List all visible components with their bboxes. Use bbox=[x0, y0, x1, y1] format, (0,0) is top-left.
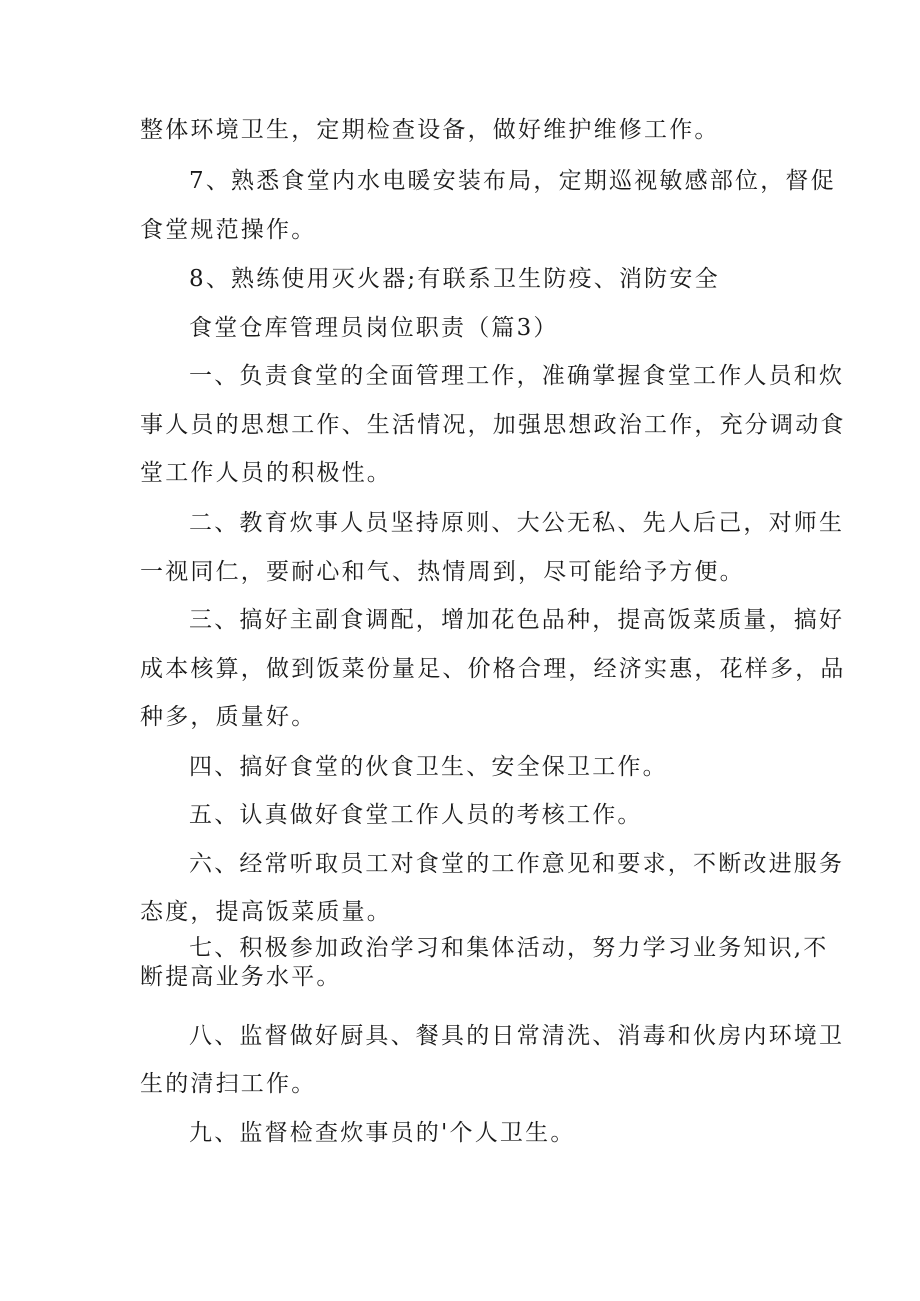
text-line: 六、经常听取员工对食堂的工作意见和要求，不断改进服务 bbox=[189, 851, 845, 877]
text-line: 断提高业务水平。 bbox=[140, 964, 342, 990]
text-line: 成本核算，做到饭菜份量足、价格合理，经济实惠，花样多，品 bbox=[140, 656, 846, 682]
text-line: 种多，质量好。 bbox=[140, 704, 317, 730]
text-line: 七、积极参加政治学习和集体活动，努力学习业务知识,不 bbox=[189, 935, 829, 961]
text-line: 整体环境卫生，定期检查设备，做好维护维修工作。 bbox=[140, 117, 720, 143]
text-line: 食堂规范操作。 bbox=[140, 217, 317, 243]
text-line: 五、认真做好食堂工作人员的考核工作。 bbox=[189, 802, 643, 828]
text-line: 生的清扫工作。 bbox=[140, 1071, 317, 1097]
text-line: 三、搞好主副食调配，增加花色品种，提高饭菜质量，搞好 bbox=[189, 607, 845, 633]
text-line: 一视同仁，要耐心和气、热情周到，尽可能给予方便。 bbox=[140, 559, 745, 585]
text-line: 态度，提高饭菜质量。 bbox=[140, 899, 392, 925]
text-line: 7、熟悉食堂内水电暖安装布局，定期巡视敏感部位，督促 bbox=[189, 168, 836, 194]
text-line: 二、教育炊事人员坚持原则、大公无私、先人后己，对师生 bbox=[189, 510, 845, 536]
text-line: 九、监督检查炊事员的'个人卫生。 bbox=[189, 1120, 576, 1146]
text-line: 堂工作人员的积极性。 bbox=[140, 460, 392, 486]
section-heading: 食堂仓库管理员岗位职责（篇3） bbox=[189, 315, 559, 341]
text-line: 四、搞好食堂的伙食卫生、安全保卫工作。 bbox=[189, 754, 668, 780]
text-line: 8、熟练使用灭火器;有联系卫生防疫、消防安全 bbox=[189, 266, 720, 292]
text-line: 一、负责食堂的全面管理工作，准确掌握食堂工作人员和炊 bbox=[189, 363, 845, 389]
text-line: 事人员的思想工作、生活情况，加强思想政治工作，充分调动食 bbox=[140, 412, 846, 438]
text-line: 八、监督做好厨具、餐具的日常清洗、消毒和伙房内环境卫 bbox=[189, 1023, 845, 1049]
